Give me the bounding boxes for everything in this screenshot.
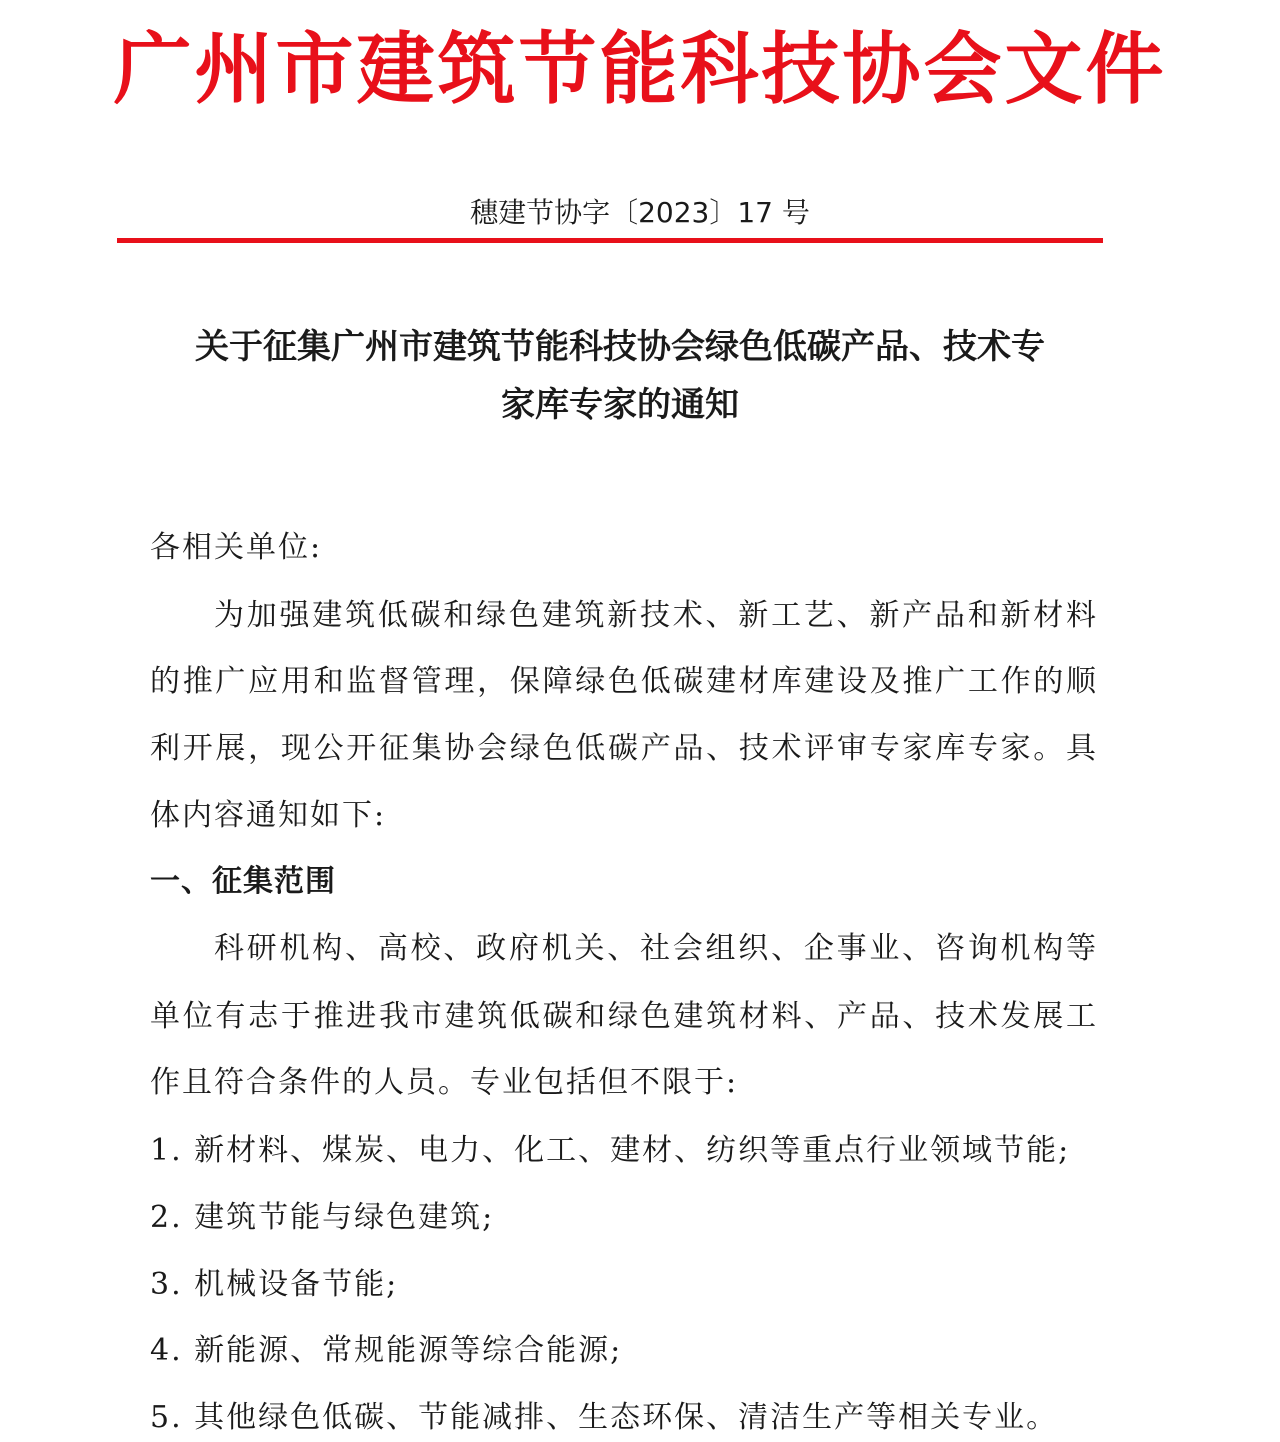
intro-line-1: 为加强建筑低碳和绿色建筑新技术、新工艺、新产品和新材料: [214, 598, 1096, 633]
scope-line-1: 科研机构、高校、政府机关、社会组织、企事业、咨询机构等: [214, 931, 1096, 966]
scope-line-3: 作且符合条件的人员。专业包括但不限于:: [150, 1065, 739, 1100]
list-item: 2. 建筑节能与绿色建筑;: [150, 1200, 495, 1235]
list-item: 5. 其他绿色低碳、节能减排、生态环保、清洁生产等相关专业。: [150, 1400, 1059, 1435]
notice-title-line-2: 家库专家的通知: [501, 385, 739, 425]
list-item: 4. 新能源、常规能源等综合能源;: [150, 1333, 623, 1368]
list-item: 1. 新材料、煤炭、电力、化工、建材、纺织等重点行业领域节能;: [150, 1133, 1071, 1168]
notice-title: [120, 318, 1120, 434]
notice-title-line-1: 关于征集广州市建筑节能科技协会绿色低碳产品、技术专: [195, 327, 1045, 367]
section-heading-scope: 一、征集范围: [150, 864, 336, 899]
red-divider-line: [117, 238, 1103, 243]
intro-line-2: 的推广应用和监督管理，保障绿色低碳建材库建设及推广工作的顺: [150, 664, 1096, 699]
org-header-title: 广州市建筑节能科技协会文件: [113, 24, 1167, 115]
scope-line-2: 单位有志于推进我市建筑低碳和绿色建筑材料、产品、技术发展工: [150, 999, 1096, 1034]
intro-line-4: 体内容通知如下:: [150, 798, 387, 833]
document-number: 穗建节协字〔2023〕17 号: [470, 196, 810, 229]
salutation: 各相关单位:: [150, 530, 323, 565]
list-item: 3. 机械设备节能;: [150, 1267, 399, 1302]
intro-line-3: 利开展，现公开征集协会绿色低碳产品、技术评审专家库专家。具: [150, 731, 1096, 766]
